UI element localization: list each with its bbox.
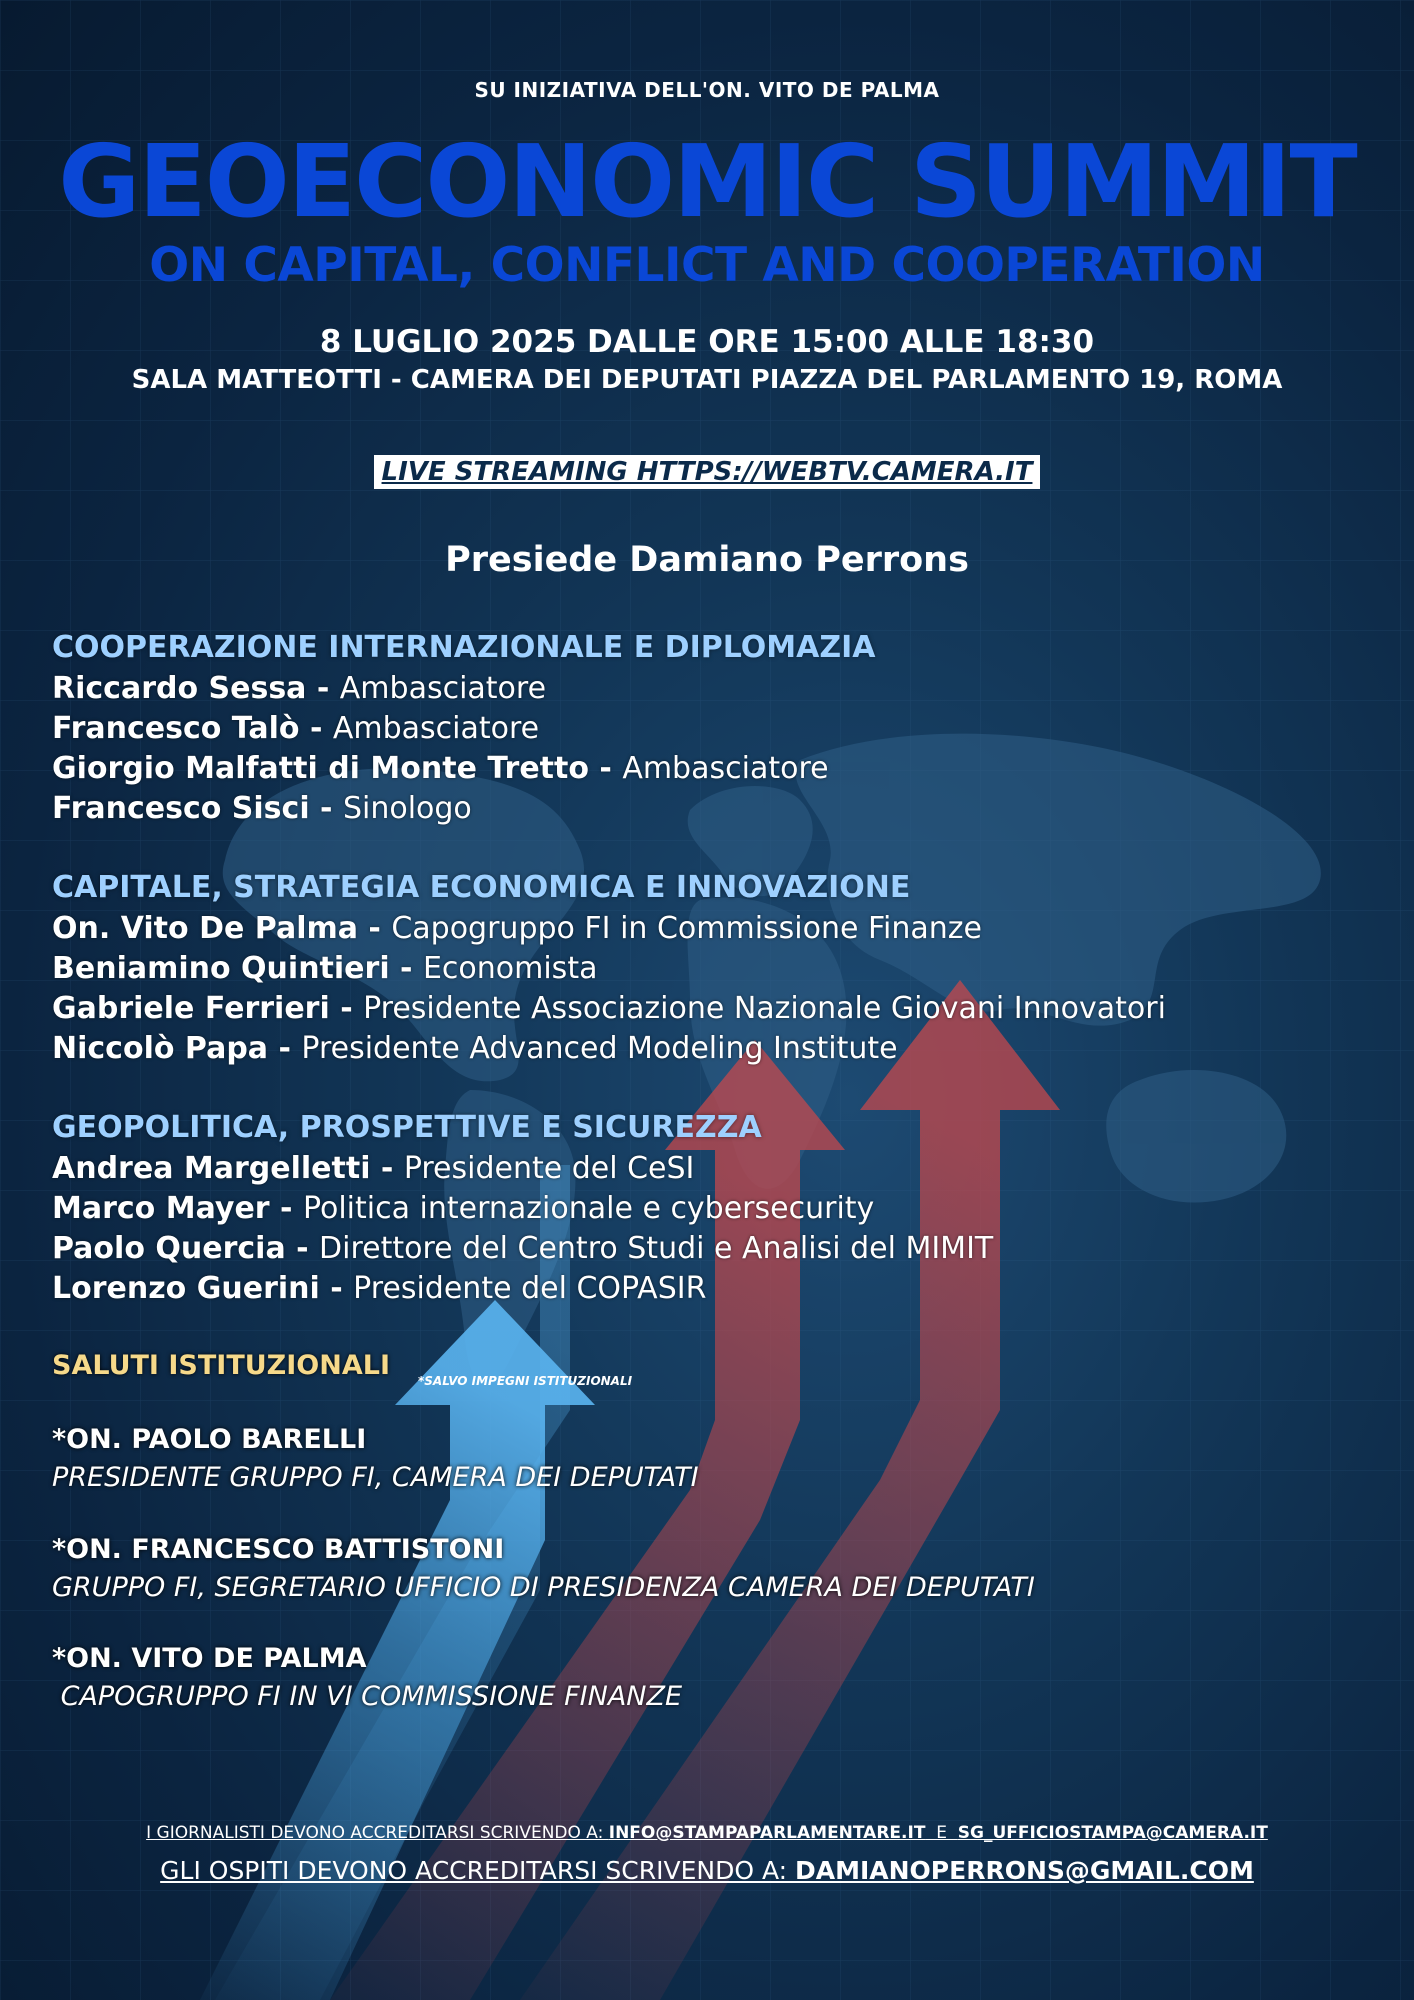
speaker-row [52,711,539,746]
speaker-role: Capogruppo FI in Commissione Finanze [391,911,983,946]
guests-text: GLI OSPITI DEVONO ACCREDITARSI SCRIVENDO A: [160,1856,795,1885]
initiative-kicker: SU INIZIATIVA DELL'ON. VITO DE PALMA [474,78,940,102]
press-email-link[interactable]: SG_UFFICIOSTAMPA@CAMERA.IT [957,1823,1268,1843]
speaker-name: Niccolò Papa - [52,1031,302,1066]
section-title-diplomacy: COOPERAZIONE INTERNAZIONALE E DIPLOMAZIA [52,630,876,665]
speaker-name: Gabriele Ferrieri - [52,991,364,1026]
speaker-name: Francesco Talò - [52,711,333,746]
section-title-geopolitics: GEOPOLITICA, PROSPETTIVE E SICUREZZA [52,1110,762,1145]
speaker-row [52,911,982,946]
saluti-note: *SALVO IMPEGNI ISTITUZIONALI [418,1374,633,1388]
speaker-role: Ambasciatore [332,711,540,746]
speaker-name: Riccardo Sessa - [52,671,340,706]
chair-line: Presiede Damiano Perrons [445,540,969,580]
speaker-name: Marco Mayer - [52,1191,303,1226]
press-and: E [925,1823,958,1843]
speaker-role: Presidente del COPASIR [353,1271,707,1306]
speaker-role: Ambasciatore [339,671,547,706]
speaker-role: Presidente Advanced Modeling Institute [301,1031,898,1066]
streaming-banner [0,455,1414,489]
speaker-role: Politica internazionale e cybersecurity [302,1191,875,1226]
event-title: GEOECONOMIC SUMMIT [58,123,1356,240]
speaker-row [52,1231,993,1266]
speaker-role: Sinologo [342,791,472,826]
speaker-name: Andrea Margelletti - [52,1151,404,1186]
guest-name: *ON. PAOLO BARELLI [52,1424,367,1455]
speaker-row [52,1151,694,1186]
press-accreditation [0,1823,1414,1843]
event-subtitle: ON CAPITAL, CONFLICT AND COOPERATION [149,238,1265,293]
speaker-role: Presidente del CeSI [403,1151,695,1186]
speaker-row [52,1271,706,1306]
event-venue: SALA MATTEOTTI - CAMERA DEI DEPUTATI PIAZZA DEL PARLAMENTO 19, ROMA [131,365,1283,395]
guest-accreditation [0,1856,1414,1885]
speaker-role: Ambasciatore [622,751,829,786]
guests-email-link[interactable]: DAMIANOPERRONS@GMAIL.COM [795,1856,1254,1885]
speaker-row [52,671,546,706]
speaker-row [52,1191,874,1226]
guest-role: PRESIDENTE GRUPPO FI, CAMERA DEI DEPUTATI [52,1462,699,1493]
speaker-name: Francesco Sisci - [52,791,343,826]
press-email-link[interactable]: INFO@STAMPAPARLAMENTARE.IT [608,1823,926,1843]
speaker-row [52,1031,898,1066]
speaker-row [52,951,597,986]
speaker-name: On. Vito De Palma - [52,911,392,946]
speaker-name: Giorgio Malfatti di Monte Tretto - [52,751,623,786]
section-title-capital: CAPITALE, STRATEGIA ECONOMICA E INNOVAZIONE [52,870,911,905]
speaker-name: Lorenzo Guerini - [52,1271,354,1306]
speaker-name: Beniamino Quintieri - [52,951,423,986]
speaker-role: Direttore del Centro Studi e Analisi del MIMIT [319,1231,994,1266]
guest-name: *ON. FRANCESCO BATTISTONI [52,1534,505,1565]
event-date: 8 LUGLIO 2025 DALLE ORE 15:00 ALLE 18:30 [319,324,1095,360]
guest-name: *ON. VITO DE PALMA [52,1643,367,1674]
speaker-name: Paolo Quercia - [52,1231,320,1266]
speaker-row [52,791,472,826]
speaker-row [52,991,1166,1026]
guest-role: GRUPPO FI, SEGRETARIO UFFICIO DI PRESIDENZA CAMERA DEI DEPUTATI [52,1572,1035,1603]
press-text: I GIORNALISTI DEVONO ACCREDITARSI SCRIVENDO A: [146,1823,609,1843]
streaming-link[interactable]: LIVE STREAMING HTTPS://WEBTV.CAMERA.IT [374,455,1041,489]
speaker-role: Presidente Associazione Nazionale Giovani Innovatori [363,991,1166,1026]
speaker-row [52,751,829,786]
guest-role: CAPOGRUPPO FI IN VI COMMISSIONE FINANZE [52,1681,683,1712]
saluti-title: SALUTI ISTITUZIONALI [52,1350,390,1381]
speaker-role: Economista [422,951,598,986]
